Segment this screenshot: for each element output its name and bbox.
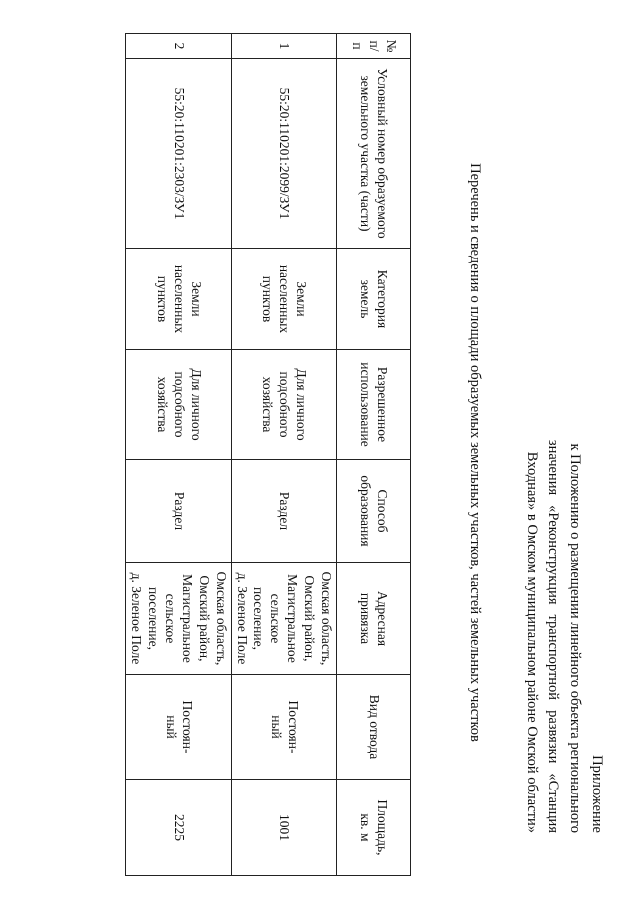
appendix-line-2-word: развязки	[545, 710, 562, 764]
table-row	[231, 34, 336, 876]
cell-land-category: Земли населенных пунктов	[231, 249, 336, 350]
header-land-category: Категория земель	[337, 249, 411, 350]
cell-address: Омская область, Омский район, Магистральное сельское поселение, д. Зеленое Поле	[231, 563, 336, 675]
table-header-row	[337, 34, 411, 876]
header-address: Адресная привязка	[337, 563, 411, 675]
cell-allocation-type: Постоян- ный	[126, 675, 231, 780]
cell-formation-method: Раздел	[126, 460, 231, 563]
header-area: Площадь, кв. м	[337, 780, 411, 876]
header-cadastral-number: Условный номер образуемого земельного участка (части)	[337, 59, 411, 249]
cell-address: Омская область, Омский район, Магистральное сельское поселение, д. Зеленое Поле	[126, 563, 231, 675]
header-formation-method: Способ образования	[337, 460, 411, 563]
cell-cadastral-number: 55:20:110201:2099/ЗУ1	[231, 59, 336, 249]
appendix-line-2-word: транспортной	[545, 614, 562, 701]
header-permitted-use: Разрешенное использование	[337, 350, 411, 460]
appendix-line-2-word: «Станция	[545, 773, 562, 833]
appendix-line-2-word: «Реконструкция	[545, 505, 562, 605]
appendix-line-2-word: значения	[545, 439, 562, 496]
appendix-header	[520, 440, 607, 833]
appendix-line-3: Входная» в Омском муниципальном районе Омской области»	[523, 451, 540, 833]
land-plots-table	[126, 33, 412, 876]
appendix-line-2	[542, 440, 564, 833]
cell-land-category: Земли населенных пунктов	[126, 249, 231, 350]
cell-permitted-use: Для личного подсобного хозяйства	[126, 350, 231, 460]
header-allocation-type: Вид отвода	[337, 675, 411, 780]
cell-area: 1001	[231, 780, 336, 876]
cell-formation-method: Раздел	[231, 460, 336, 563]
cell-num: 1	[231, 34, 336, 59]
table-row	[126, 34, 231, 876]
cell-cadastral-number: 55:20:110201:2303/ЗУ1	[126, 59, 231, 249]
cell-area: 2225	[126, 780, 231, 876]
appendix-line-1: к Положению о размещении линейного объекта регионального	[567, 443, 584, 833]
cell-allocation-type: Постоян- ный	[231, 675, 336, 780]
header-num: № п/п	[337, 34, 411, 59]
appendix-title: Приложение	[589, 755, 605, 833]
cell-permitted-use: Для личного подсобного хозяйства	[231, 350, 336, 460]
list-title: Перечень и сведения о площади образуемых земельных участков, частей земельных участков	[467, 163, 483, 742]
cell-num: 2	[126, 34, 231, 59]
